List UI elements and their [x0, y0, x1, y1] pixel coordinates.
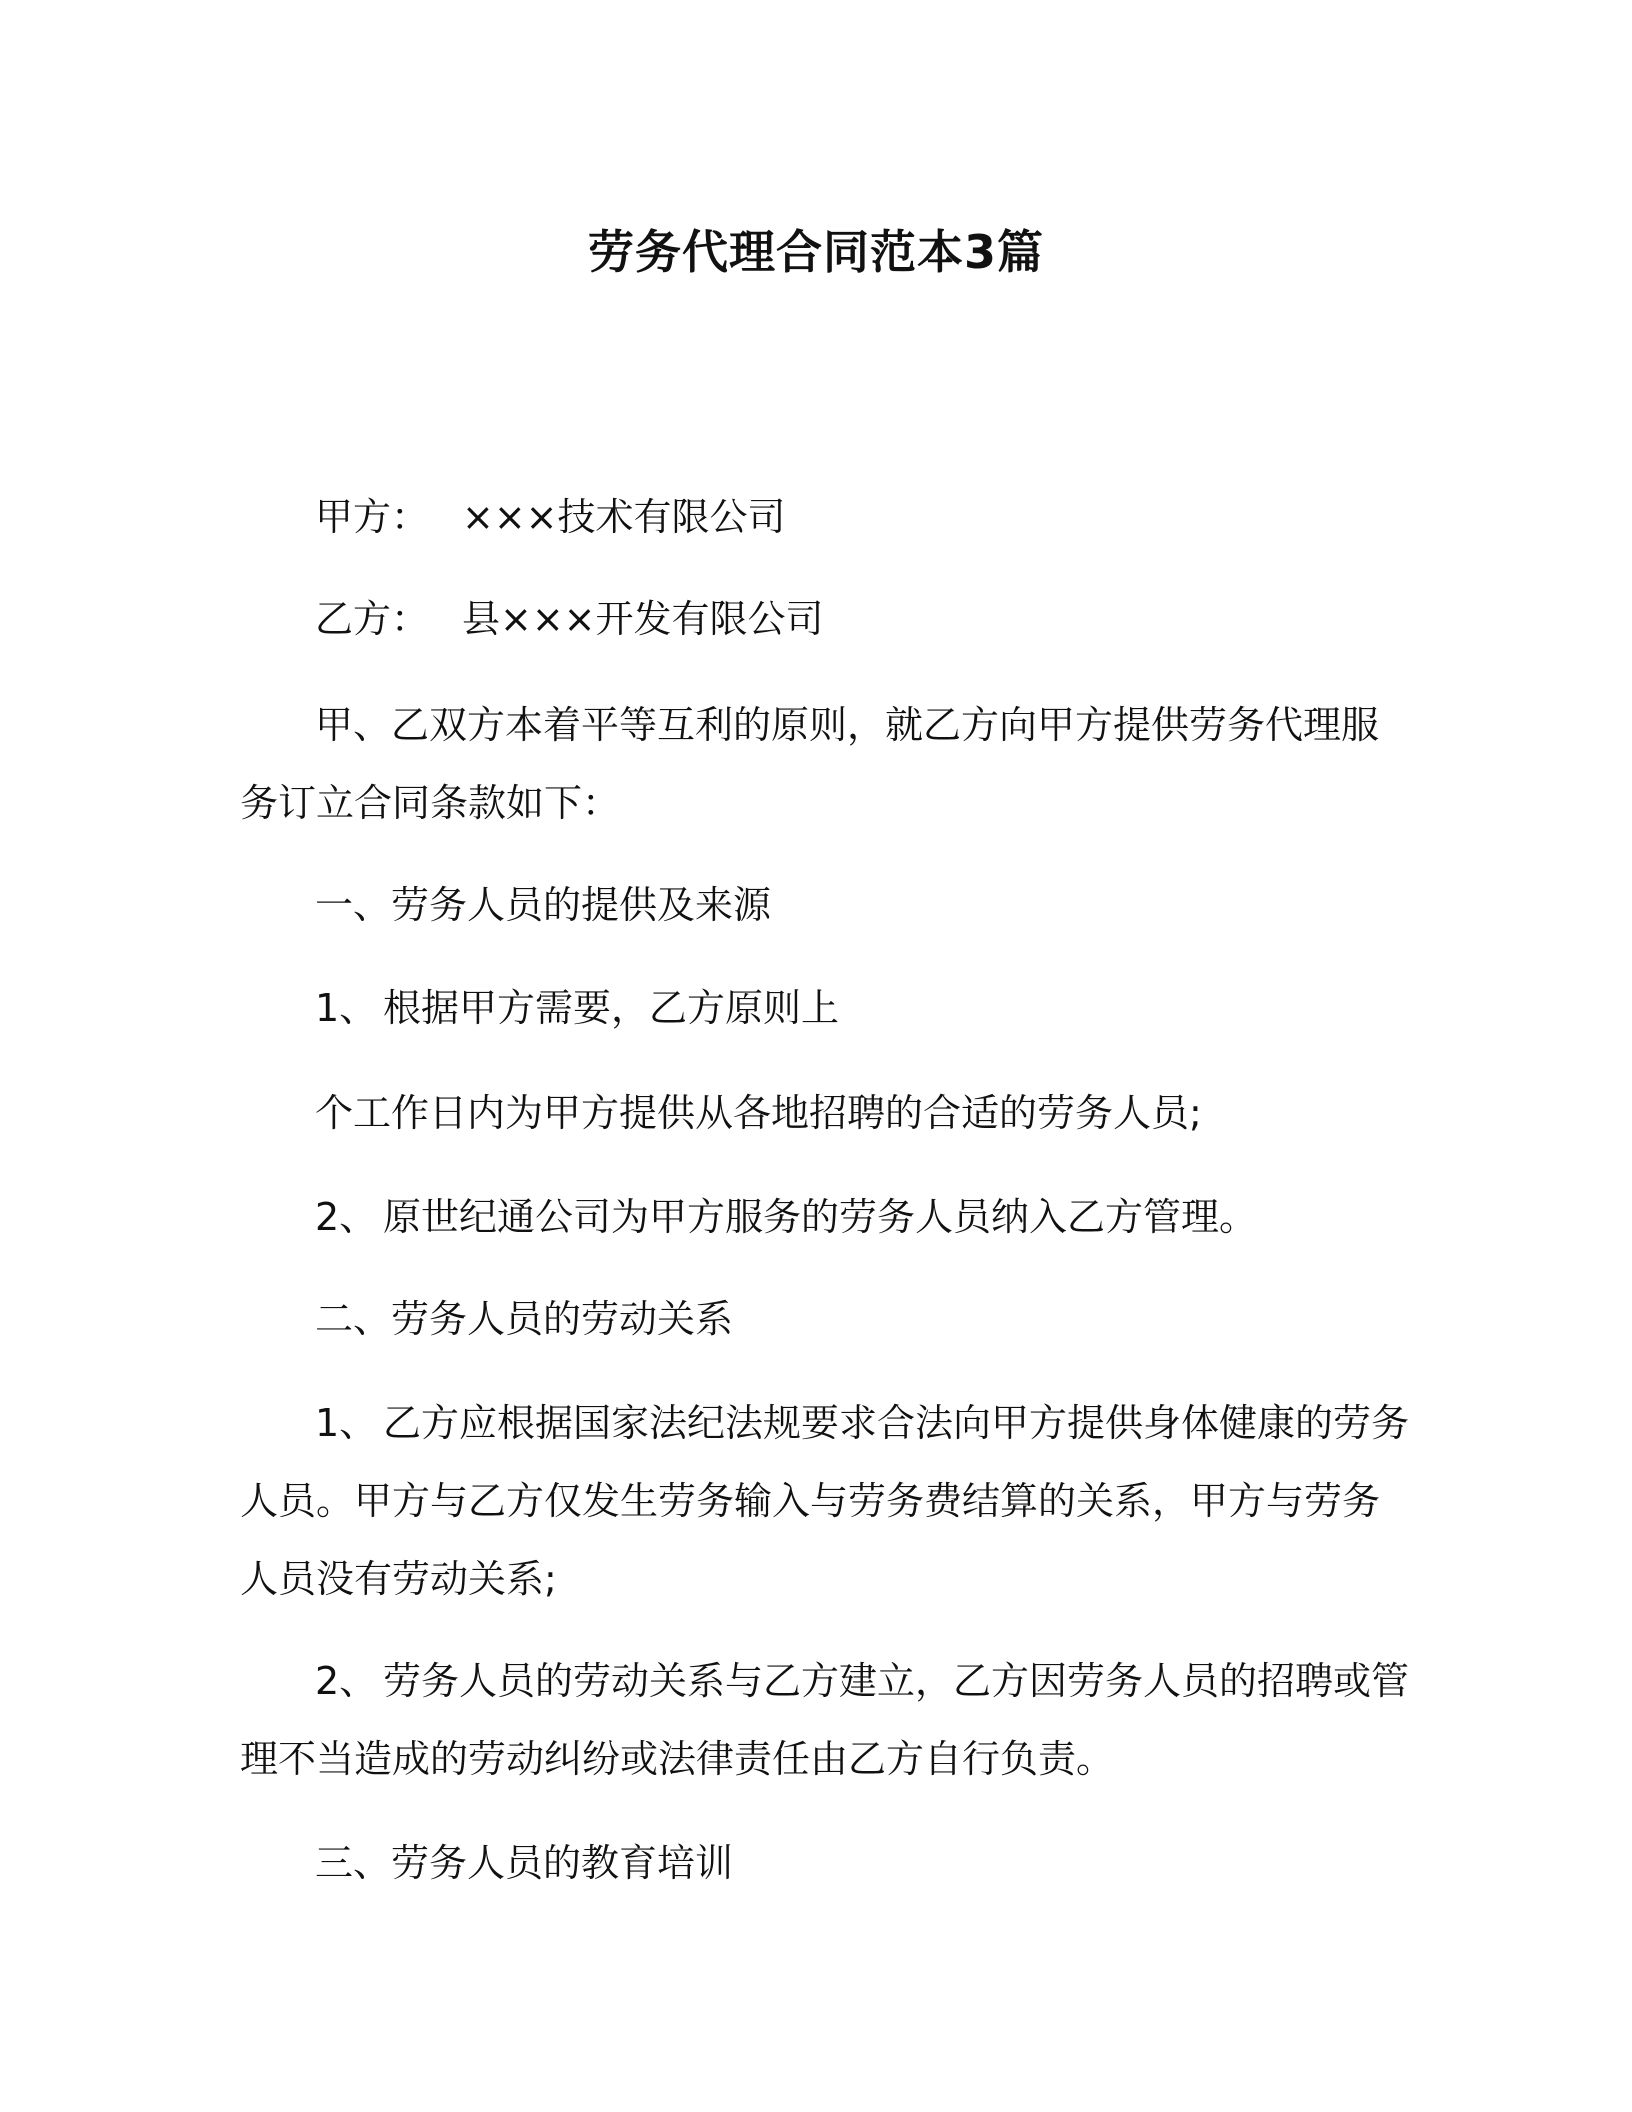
section2-item2-line-1: [315, 1656, 1409, 1706]
section2-item1-text: 乙方应根据国家法纪法规要求合法向甲方提供身体健康的劳务: [383, 1401, 1410, 1445]
intro-line-2: 务订立合同条款如下：: [240, 781, 621, 825]
party-a-line: [315, 492, 786, 542]
section2-item2-number: 2、: [315, 1659, 378, 1703]
section1-item1-text: 根据甲方需要，乙方原则上: [383, 986, 840, 1030]
section1-item2: [315, 1192, 1257, 1242]
party-a-value: ×××技术有限公司: [462, 495, 786, 539]
section1-item1-continuation: 个工作日内为甲方提供从各地招聘的合适的劳务人员;: [315, 1091, 1202, 1135]
section2-heading: 二、劳务人员的劳动关系: [315, 1297, 734, 1341]
party-a-label: 甲方：: [315, 495, 430, 539]
party-b-value: 县×××开发有限公司: [462, 597, 824, 641]
document-title: 劳务代理合同范本3篇: [587, 225, 1044, 279]
section2-item2-line-2: 理不当造成的劳动纠纷或法律责任由乙方自行负责。: [240, 1737, 1115, 1781]
section2-item1-number: 1、: [315, 1401, 378, 1445]
section2-item1-line-1: [315, 1398, 1409, 1448]
section1-item2-number: 2、: [315, 1195, 378, 1239]
intro-line-1: 甲、乙双方本着平等互利的原则，就乙方向甲方提供劳务代理服: [315, 703, 1380, 747]
section1-item2-text: 原世纪通公司为甲方服务的劳务人员纳入乙方管理。: [383, 1195, 1258, 1239]
section2-item2-text: 劳务人员的劳动关系与乙方建立，乙方因劳务人员的招聘或管: [383, 1659, 1410, 1703]
section3-heading: 三、劳务人员的教育培训: [315, 1841, 734, 1885]
section2-item1-line-3: 人员没有劳动关系;: [240, 1557, 557, 1601]
section2-item1-line-2: 人员。甲方与乙方仅发生劳务输入与劳务费结算的关系，甲方与劳务: [240, 1479, 1381, 1523]
section1-item1: [315, 983, 839, 1033]
party-b-line: [315, 594, 824, 644]
party-b-label: 乙方：: [315, 597, 430, 641]
section1-heading: 一、劳务人员的提供及来源: [315, 883, 772, 927]
section1-item1-number: 1、: [315, 986, 378, 1030]
